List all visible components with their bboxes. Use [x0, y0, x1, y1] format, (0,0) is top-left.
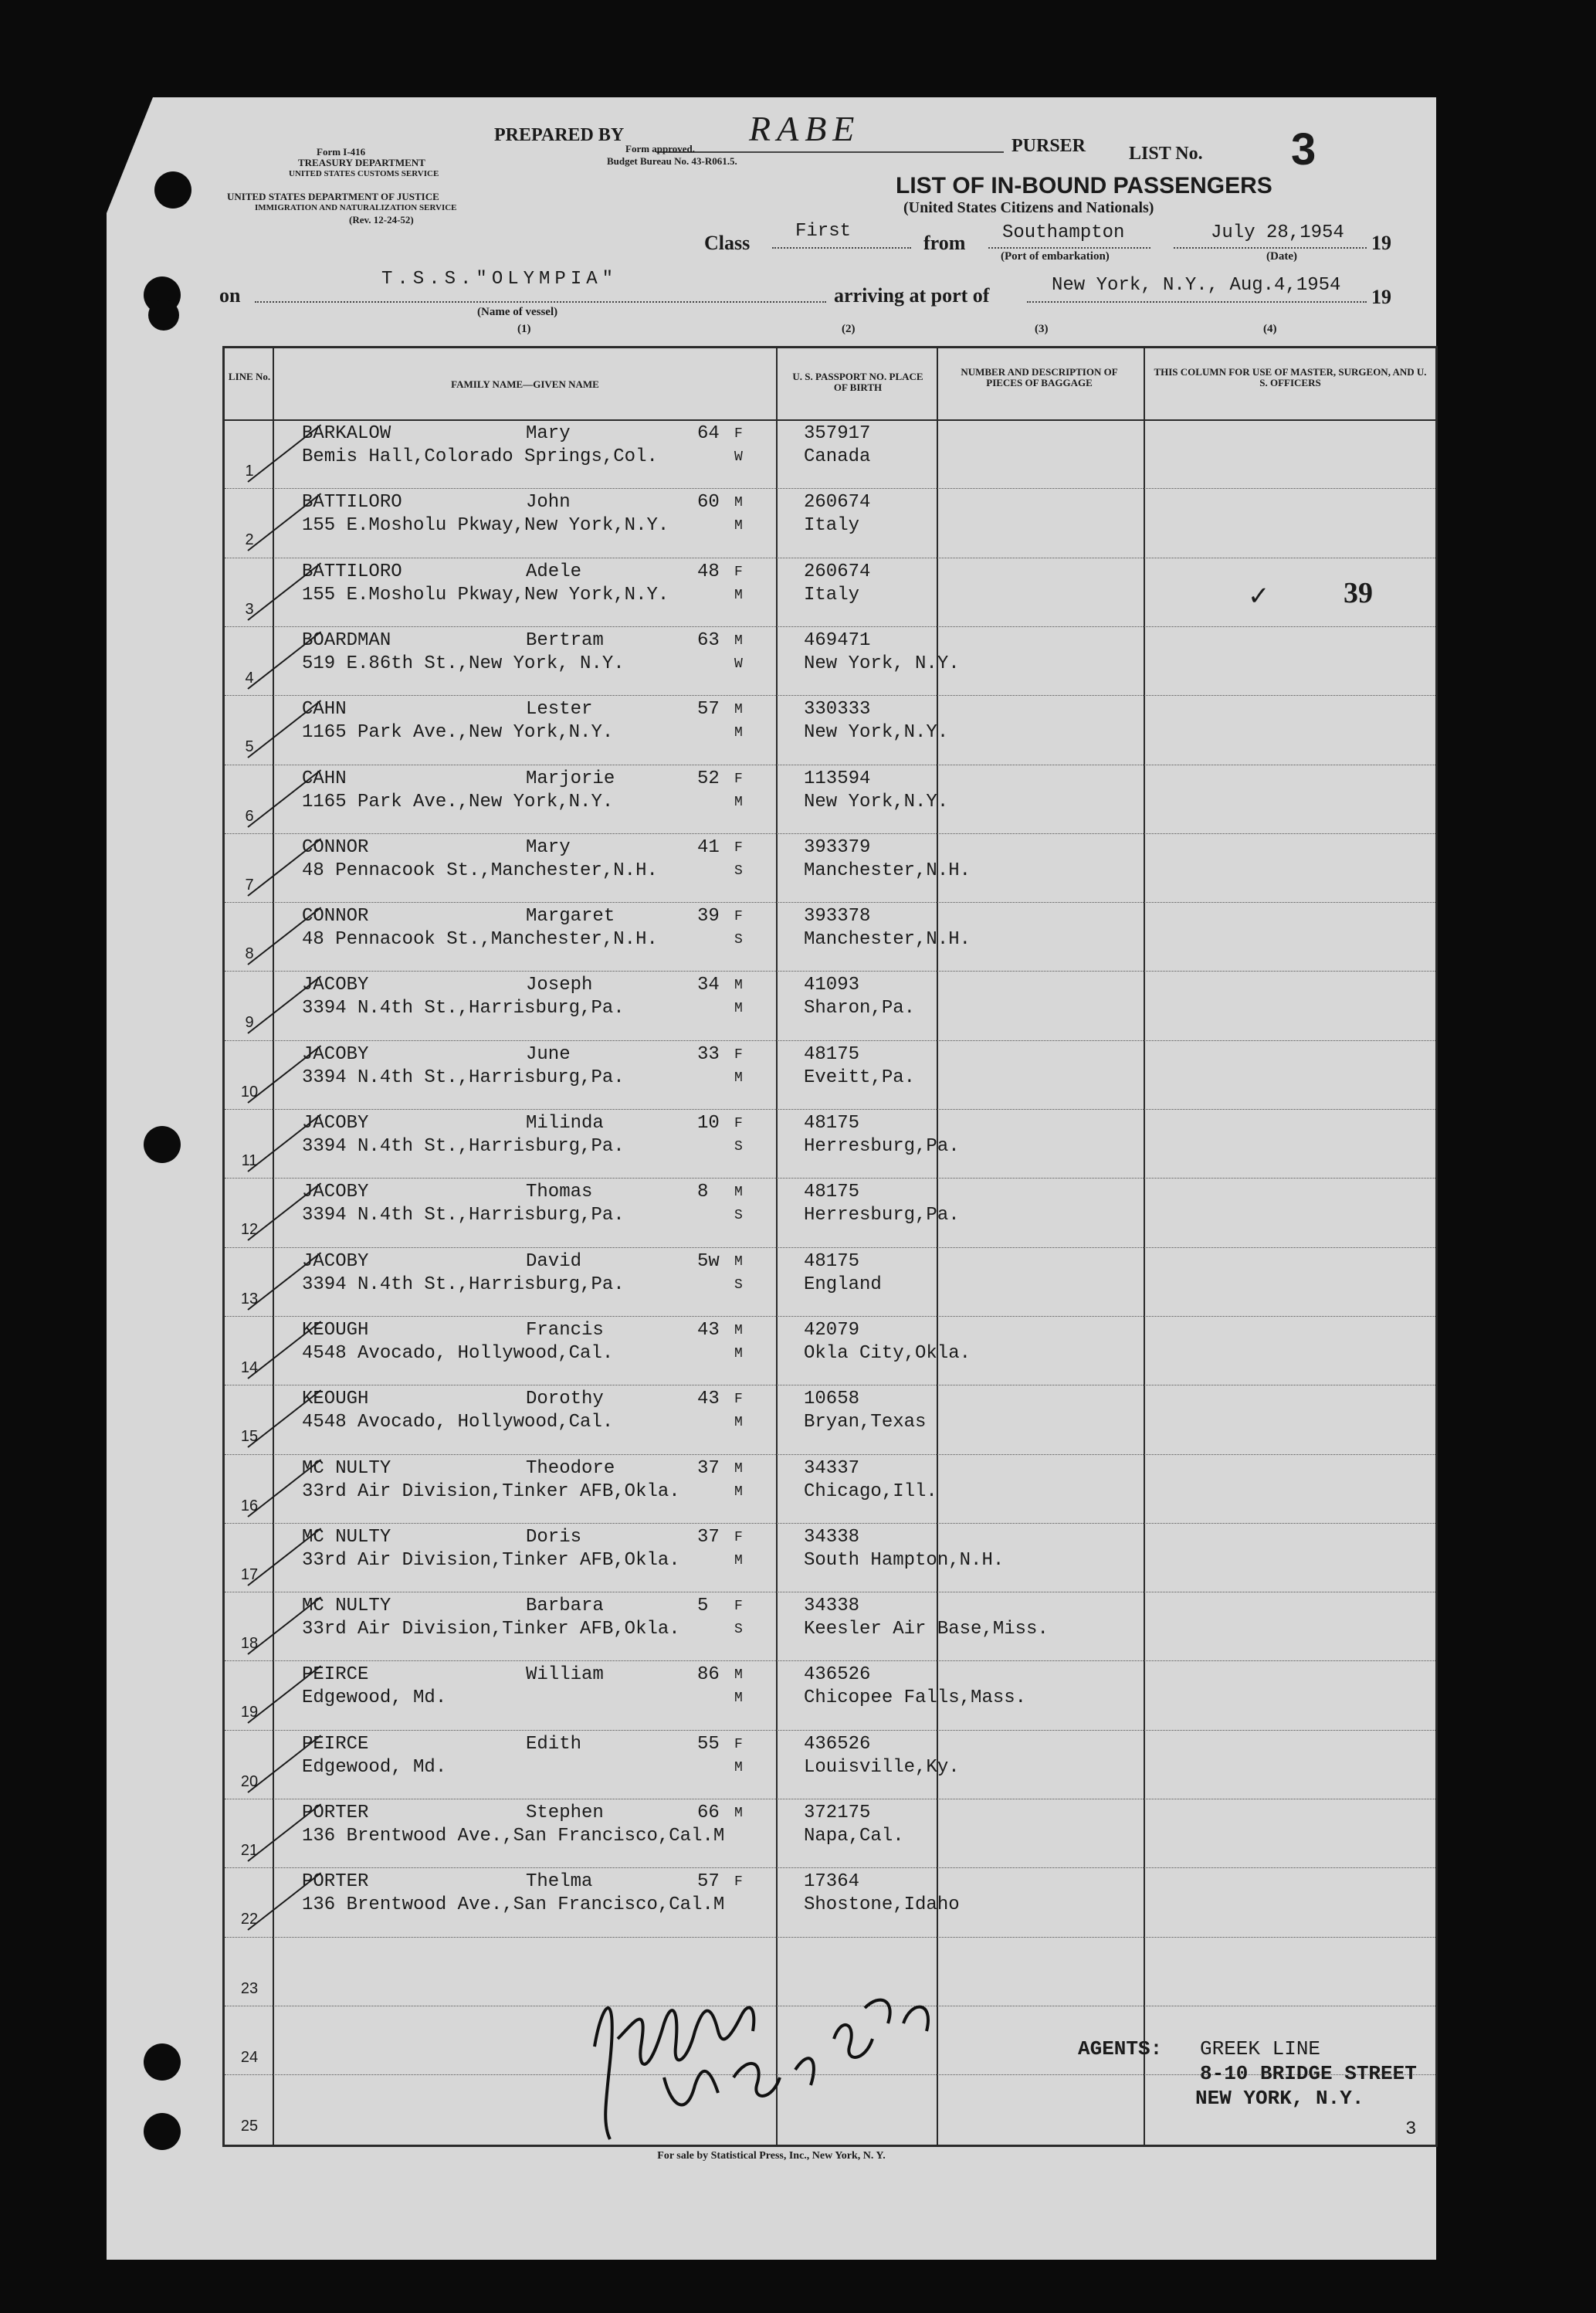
- passenger-address: 33rd Air Division,Tinker AFB,Okla.: [302, 1619, 680, 1640]
- page-mark: 3: [1405, 2119, 1417, 2140]
- passenger-sex: M: [734, 633, 743, 649]
- passenger-sex: M: [734, 1806, 743, 1821]
- passenger-passport: 436526: [804, 1664, 871, 1686]
- passenger-family: BATTILORO: [302, 492, 402, 514]
- binder-hole: [144, 1126, 181, 1163]
- passenger-age: 63: [697, 629, 720, 651]
- line-number: 18: [240, 1635, 259, 1653]
- passenger-sex: F: [734, 909, 743, 925]
- line-number: 2: [245, 531, 254, 549]
- passenger-given: Milinda: [526, 1113, 604, 1134]
- passenger-address: Edgewood, Md.: [302, 1687, 447, 1709]
- passenger-age: 55: [697, 1733, 720, 1755]
- class-value: First: [795, 221, 852, 242]
- passenger-address: Bemis Hall,Colorado Springs,Col.: [302, 446, 658, 467]
- line-number: 13: [240, 1290, 259, 1307]
- passenger-sex: M: [734, 1460, 743, 1477]
- vessel-value: T.S.S."OLYMPIA": [381, 269, 618, 290]
- passenger-status: M: [734, 1552, 743, 1569]
- treasury-dept: TREASURY DEPARTMENT: [298, 157, 425, 168]
- line-number: 6: [245, 807, 254, 825]
- row-divider: [225, 488, 1435, 489]
- passenger-status: M: [734, 1484, 743, 1500]
- col-header-line-no: LINE No.: [228, 371, 271, 382]
- arrival-value: New York, N.Y., Aug.4,1954: [1052, 275, 1341, 296]
- passenger-status: M: [734, 518, 743, 534]
- passenger-family: KEOUGH: [302, 1319, 369, 1341]
- rev-date: (Rev. 12-24-52): [349, 214, 414, 226]
- passenger-age: 57: [697, 1871, 720, 1893]
- col-header-passport: U. S. PASSPORT NO. PLACE OF BIRTH: [792, 371, 923, 393]
- passenger-passport: 357917: [804, 423, 871, 444]
- passenger-sex: F: [734, 839, 743, 856]
- passenger-family: JACOBY: [302, 1250, 369, 1272]
- passenger-sex: F: [734, 771, 743, 787]
- passenger-passport: 34338: [804, 1596, 860, 1617]
- line-number: 16: [240, 1497, 259, 1514]
- passenger-family: CAHN: [302, 699, 347, 721]
- passenger-birth: New York, N.Y.: [804, 653, 960, 674]
- row-divider: [225, 1109, 1435, 1110]
- passenger-given: Francis: [526, 1319, 604, 1341]
- passenger-passport: 436526: [804, 1733, 871, 1755]
- passenger-birth: Sharon,Pa.: [804, 998, 916, 1019]
- passenger-passport: 393379: [804, 836, 871, 858]
- list-title: LIST OF IN-BOUND PASSENGERS: [896, 173, 1272, 198]
- passenger-given: Theodore: [526, 1457, 615, 1479]
- agents-label: AGENTS:: [1078, 2037, 1163, 2060]
- passenger-birth: Italy: [804, 515, 860, 537]
- passenger-birth: Chicago,Ill.: [804, 1480, 937, 1502]
- passenger-passport: 113594: [804, 768, 871, 789]
- passenger-age: 10: [697, 1113, 720, 1134]
- date-suffix: 19: [1371, 232, 1391, 254]
- passenger-sex: M: [734, 495, 743, 511]
- row-divider: [225, 1247, 1435, 1248]
- passenger-birth: South Hampton,N.H.: [804, 1549, 1005, 1571]
- passenger-status: S: [734, 1139, 743, 1155]
- passenger-status: M: [734, 725, 743, 741]
- prepared-by-label: PREPARED BY: [494, 125, 625, 145]
- passenger-passport: 260674: [804, 492, 871, 514]
- passenger-given: Edith: [526, 1733, 582, 1755]
- printer-footer: For sale by Statistical Press, Inc., New York, N. Y.: [657, 2150, 886, 2162]
- passenger-address: 155 E.Mosholu Pkway,New York,N.Y.: [302, 584, 669, 605]
- row-divider: [225, 626, 1435, 627]
- passenger-birth: Louisville,Ky.: [804, 1756, 960, 1778]
- passenger-sex: M: [734, 1253, 743, 1270]
- passenger-given: Barbara: [526, 1596, 604, 1617]
- passenger-status: M: [734, 1345, 743, 1362]
- passenger-birth: Okla City,Okla.: [804, 1342, 971, 1364]
- line-number: 14: [240, 1358, 259, 1376]
- passenger-family: PEIRCE: [302, 1733, 369, 1755]
- passenger-status: M: [734, 587, 743, 603]
- passenger-birth: Italy: [804, 584, 860, 605]
- passenger-passport: 10658: [804, 1389, 860, 1410]
- passenger-given: June: [526, 1043, 571, 1065]
- arriving-label: arriving at port of: [834, 284, 990, 307]
- passenger-passport: 469471: [804, 629, 871, 651]
- row-divider: [225, 1937, 1435, 1938]
- from-value: Southampton: [1002, 222, 1125, 243]
- passenger-age: 37: [697, 1526, 720, 1548]
- line-number: 1: [245, 463, 254, 480]
- passenger-age: 86: [697, 1664, 720, 1686]
- passenger-given: Joseph: [526, 975, 593, 996]
- passenger-passport: 34337: [804, 1457, 860, 1479]
- passenger-address: 3394 N.4th St.,Harrisburg,Pa.: [302, 1136, 625, 1157]
- col-header-officers: THIS COLUMN FOR USE OF MASTER, SURGEON, AND U. S. OFFICERS: [1154, 366, 1427, 388]
- passenger-given: Margaret: [526, 906, 615, 928]
- line-number: 25: [240, 2118, 259, 2135]
- passenger-birth: Bryan,Texas: [804, 1412, 927, 1433]
- passenger-age: 48: [697, 561, 720, 582]
- passenger-address: 155 E.Mosholu Pkway,New York,N.Y.: [302, 515, 669, 537]
- dept-justice: UNITED STATES DEPARTMENT OF JUSTICE: [227, 191, 439, 202]
- passenger-family: KEOUGH: [302, 1389, 369, 1410]
- passenger-address: 48 Pennacook St.,Manchester,N.H.: [302, 860, 658, 881]
- vessel-line: [255, 301, 826, 303]
- passenger-status: M: [734, 1070, 743, 1086]
- agents-line-2: 8-10 BRIDGE STREET: [1200, 2062, 1417, 2085]
- passenger-age: 41: [697, 836, 720, 858]
- prepared-by-line: [656, 151, 1004, 153]
- passenger-given: Mary: [526, 836, 571, 858]
- date-value: July 28,1954: [1211, 222, 1344, 243]
- passenger-status: M: [734, 794, 743, 810]
- passenger-birth: Napa,Cal.: [804, 1826, 904, 1847]
- line-number: 23: [240, 1979, 259, 1997]
- passenger-birth: Manchester,N.H.: [804, 860, 971, 881]
- agents-line-3: NEW YORK, N.Y.: [1195, 2087, 1364, 2110]
- passenger-age: 5w: [697, 1250, 720, 1272]
- passenger-status: S: [734, 1208, 743, 1224]
- from-label: from: [923, 232, 966, 254]
- arrival-line: [1027, 301, 1367, 303]
- passenger-address: 33rd Air Division,Tinker AFB,Okla.: [302, 1549, 680, 1571]
- passenger-birth: Manchester,N.H.: [804, 929, 971, 951]
- binder-hole: [148, 300, 179, 331]
- line-number: 11: [241, 1152, 258, 1169]
- prepared-by-value: RABE: [749, 109, 861, 148]
- passenger-passport: 34338: [804, 1526, 860, 1548]
- passenger-address: 3394 N.4th St.,Harrisburg,Pa.: [302, 1205, 625, 1226]
- port-cap-num: (3): [1035, 323, 1049, 335]
- passenger-status: S: [734, 932, 743, 948]
- list-no-value: 3: [1291, 124, 1316, 175]
- row-divider: [225, 1523, 1435, 1524]
- date-caption: (Date): [1266, 250, 1297, 263]
- passenger-sex: M: [734, 702, 743, 718]
- passenger-age: 60: [697, 492, 720, 514]
- passenger-status: S: [734, 1277, 743, 1293]
- passenger-status: W: [734, 656, 743, 672]
- passenger-status: M: [734, 1415, 743, 1431]
- passenger-age: 5: [697, 1596, 709, 1617]
- passenger-passport: 17364: [804, 1871, 860, 1893]
- date-line: [1174, 247, 1367, 249]
- passenger-family: PORTER: [302, 1803, 369, 1823]
- passenger-status: M: [734, 1759, 743, 1775]
- passenger-passport: 42079: [804, 1319, 860, 1341]
- passenger-given: Bertram: [526, 629, 604, 651]
- row-divider: [225, 695, 1435, 696]
- passenger-sex: M: [734, 978, 743, 994]
- passenger-family: MC NULTY: [302, 1596, 391, 1617]
- passenger-family: JACOBY: [302, 1043, 369, 1065]
- passenger-status: S: [734, 863, 743, 879]
- line-number: 3: [245, 600, 254, 618]
- passenger-passport: 41093: [804, 975, 860, 996]
- row-divider: [225, 1040, 1435, 1041]
- passenger-address: 4548 Avocado, Hollywood,Cal.: [302, 1412, 614, 1433]
- agents-line-1: GREEK LINE: [1200, 2037, 1321, 2060]
- line-number: 17: [240, 1565, 259, 1583]
- passenger-family: BATTILORO: [302, 561, 402, 582]
- line-number: 20: [240, 1772, 259, 1790]
- passenger-address: 4548 Avocado, Hollywood,Cal.: [302, 1342, 614, 1364]
- arriving-cap-num: (2): [842, 323, 856, 335]
- passenger-passport: 48175: [804, 1113, 860, 1134]
- passenger-status: M: [734, 1001, 743, 1017]
- passenger-sex: M: [734, 1667, 743, 1684]
- col-header-baggage: NUMBER AND DESCRIPTION OF PIECES OF BAGGAGE: [961, 366, 1118, 388]
- header-divider: [225, 419, 1435, 421]
- list-subtitle: (United States Citizens and Nationals): [903, 199, 1154, 216]
- passenger-sex: M: [734, 1185, 743, 1201]
- binder-hole: [144, 2043, 181, 2081]
- row-divider: [225, 1660, 1435, 1661]
- passenger-age: 39: [697, 906, 720, 928]
- col-header-name: FAMILY NAME—GIVEN NAME: [451, 378, 599, 390]
- passenger-sex: F: [734, 1736, 743, 1752]
- line-number: 19: [240, 1704, 259, 1721]
- passenger-given: David: [526, 1250, 582, 1272]
- passenger-birth: Canada: [804, 446, 871, 467]
- passenger-address: 33rd Air Division,Tinker AFB,Okla.: [302, 1480, 680, 1502]
- passenger-given: Dorothy: [526, 1389, 604, 1410]
- passenger-given: Adele: [526, 561, 582, 582]
- purser-label: PURSER: [1011, 136, 1086, 156]
- passenger-family: MC NULTY: [302, 1526, 391, 1548]
- line-number: 10: [240, 1083, 259, 1101]
- customs-service: UNITED STATES CUSTOMS SERVICE: [289, 169, 439, 178]
- passenger-status: M: [734, 1691, 743, 1707]
- line-number: 21: [240, 1842, 259, 1859]
- torn-corner: [107, 97, 153, 213]
- row-divider: [225, 1316, 1435, 1317]
- vessel-caption: (Name of vessel): [477, 306, 558, 318]
- passenger-sex: F: [734, 1116, 743, 1131]
- officer-annotation: 39: [1344, 577, 1373, 609]
- passenger-age: 8: [697, 1182, 709, 1203]
- passenger-address: 3394 N.4th St.,Harrisburg,Pa.: [302, 1274, 625, 1295]
- on-label: on: [219, 284, 241, 307]
- from-line: [988, 247, 1150, 249]
- passenger-address: Edgewood, Md.: [302, 1756, 447, 1778]
- passenger-sex: F: [734, 1529, 743, 1545]
- passenger-age: 43: [697, 1319, 720, 1341]
- list-no-label: LIST No.: [1129, 144, 1203, 164]
- passenger-birth: New York,N.Y.: [804, 791, 949, 812]
- passenger-status: S: [734, 1622, 743, 1638]
- passenger-age: 52: [697, 768, 720, 789]
- signature-image: [587, 1954, 988, 2147]
- passenger-passport: 48175: [804, 1182, 860, 1203]
- binder-hole: [154, 171, 191, 209]
- line-number: 5: [245, 738, 254, 756]
- row-divider: [225, 1867, 1435, 1868]
- passenger-given: Doris: [526, 1526, 582, 1548]
- arrival-suffix: 19: [1371, 286, 1391, 308]
- passenger-age: 66: [697, 1803, 720, 1823]
- passenger-age: 64: [697, 423, 720, 444]
- passenger-birth: Eveitt,Pa.: [804, 1067, 916, 1088]
- passenger-birth: Herresburg,Pa.: [804, 1136, 960, 1157]
- row-divider: [225, 902, 1435, 903]
- row-divider: [225, 1178, 1435, 1179]
- passenger-age: 37: [697, 1457, 720, 1479]
- line-number: 15: [240, 1428, 259, 1446]
- binder-hole: [144, 2113, 181, 2150]
- class-label: Class: [704, 232, 751, 254]
- passenger-family: PEIRCE: [302, 1664, 369, 1686]
- passenger-family: MC NULTY: [302, 1457, 391, 1479]
- passenger-birth: New York,N.Y.: [804, 722, 949, 744]
- passenger-sex: F: [734, 1392, 743, 1408]
- passenger-passport: 260674: [804, 561, 871, 582]
- passenger-address: 136 Brentwood Ave.,San Francisco,Cal.M: [302, 1826, 725, 1847]
- passenger-address: 1165 Park Ave.,New York,N.Y.: [302, 791, 614, 812]
- passenger-sex: F: [734, 564, 743, 580]
- passenger-address: 3394 N.4th St.,Harrisburg,Pa.: [302, 998, 625, 1019]
- check-mark-icon: ✓: [1248, 582, 1270, 611]
- passenger-sex: F: [734, 1599, 743, 1615]
- passenger-given: Lester: [526, 699, 593, 721]
- passenger-table: [222, 346, 1438, 2147]
- passenger-sex: F: [734, 426, 743, 442]
- date-cap-num: (4): [1263, 323, 1277, 335]
- passenger-sex: F: [734, 1046, 743, 1063]
- line-number: 7: [245, 876, 254, 894]
- passenger-address: 1165 Park Ave.,New York,N.Y.: [302, 722, 614, 744]
- passenger-given: Stephen: [526, 1803, 604, 1823]
- passenger-passport: 372175: [804, 1803, 871, 1823]
- passenger-family: CONNOR: [302, 836, 369, 858]
- form-id: Form I-416: [317, 146, 366, 158]
- passenger-family: CONNOR: [302, 906, 369, 928]
- passenger-passport: 330333: [804, 699, 871, 721]
- ins-service: IMMIGRATION AND NATURALIZATION SERVICE: [255, 203, 457, 212]
- passenger-family: BARKALOW: [302, 423, 391, 444]
- row-divider: [225, 1454, 1435, 1455]
- passenger-birth: England: [804, 1274, 882, 1295]
- passenger-given: Mary: [526, 423, 571, 444]
- line-number: 12: [240, 1221, 259, 1239]
- passenger-birth: Shostone,Idaho: [804, 1894, 960, 1916]
- line-number: 22: [240, 1911, 259, 1928]
- passenger-given: Marjorie: [526, 768, 615, 789]
- passenger-passport: 48175: [804, 1250, 860, 1272]
- passenger-sex: M: [734, 1322, 743, 1338]
- passenger-age: 34: [697, 975, 720, 996]
- class-line: [772, 247, 911, 249]
- passenger-given: William: [526, 1664, 604, 1686]
- port-embark-caption: (Port of embarkation): [1001, 250, 1110, 263]
- passenger-family: PORTER: [302, 1871, 369, 1893]
- row-divider: [225, 971, 1435, 972]
- row-divider: [225, 833, 1435, 834]
- passenger-birth: Chicopee Falls,Mass.: [804, 1687, 1027, 1709]
- passenger-age: 57: [697, 699, 720, 721]
- passenger-birth: Keesler Air Base,Miss.: [804, 1619, 1049, 1640]
- passenger-given: Thelma: [526, 1871, 593, 1893]
- line-number: 24: [240, 2048, 259, 2066]
- line-number: 4: [245, 669, 254, 687]
- passenger-family: JACOBY: [302, 975, 369, 996]
- line-number: 8: [245, 945, 254, 963]
- passenger-family: JACOBY: [302, 1113, 369, 1134]
- passenger-birth: Herresburg,Pa.: [804, 1205, 960, 1226]
- passenger-passport: 393378: [804, 906, 871, 928]
- passenger-address: 3394 N.4th St.,Harrisburg,Pa.: [302, 1067, 625, 1088]
- passenger-address: 519 E.86th St.,New York, N.Y.: [302, 653, 625, 674]
- passenger-age: 33: [697, 1043, 720, 1065]
- form-approved: Form approved.: [625, 143, 696, 154]
- passenger-sex: F: [734, 1874, 743, 1891]
- passenger-given: Thomas: [526, 1182, 593, 1203]
- passenger-given: John: [526, 492, 571, 514]
- row-divider: [225, 1730, 1435, 1731]
- passenger-age: 43: [697, 1389, 720, 1410]
- passenger-family: CAHN: [302, 768, 347, 789]
- line-number: 9: [245, 1014, 254, 1032]
- passenger-address: 48 Pennacook St.,Manchester,N.H.: [302, 929, 658, 951]
- passenger-status: W: [734, 449, 743, 465]
- vessel-cap-num: (1): [517, 323, 531, 335]
- passenger-family: JACOBY: [302, 1182, 369, 1203]
- passenger-passport: 48175: [804, 1043, 860, 1065]
- passenger-family: BOARDMAN: [302, 629, 391, 651]
- passenger-address: 136 Brentwood Ave.,San Francisco,Cal.M: [302, 1894, 725, 1916]
- budget-bureau: Budget Bureau No. 43-R061.5.: [607, 155, 737, 167]
